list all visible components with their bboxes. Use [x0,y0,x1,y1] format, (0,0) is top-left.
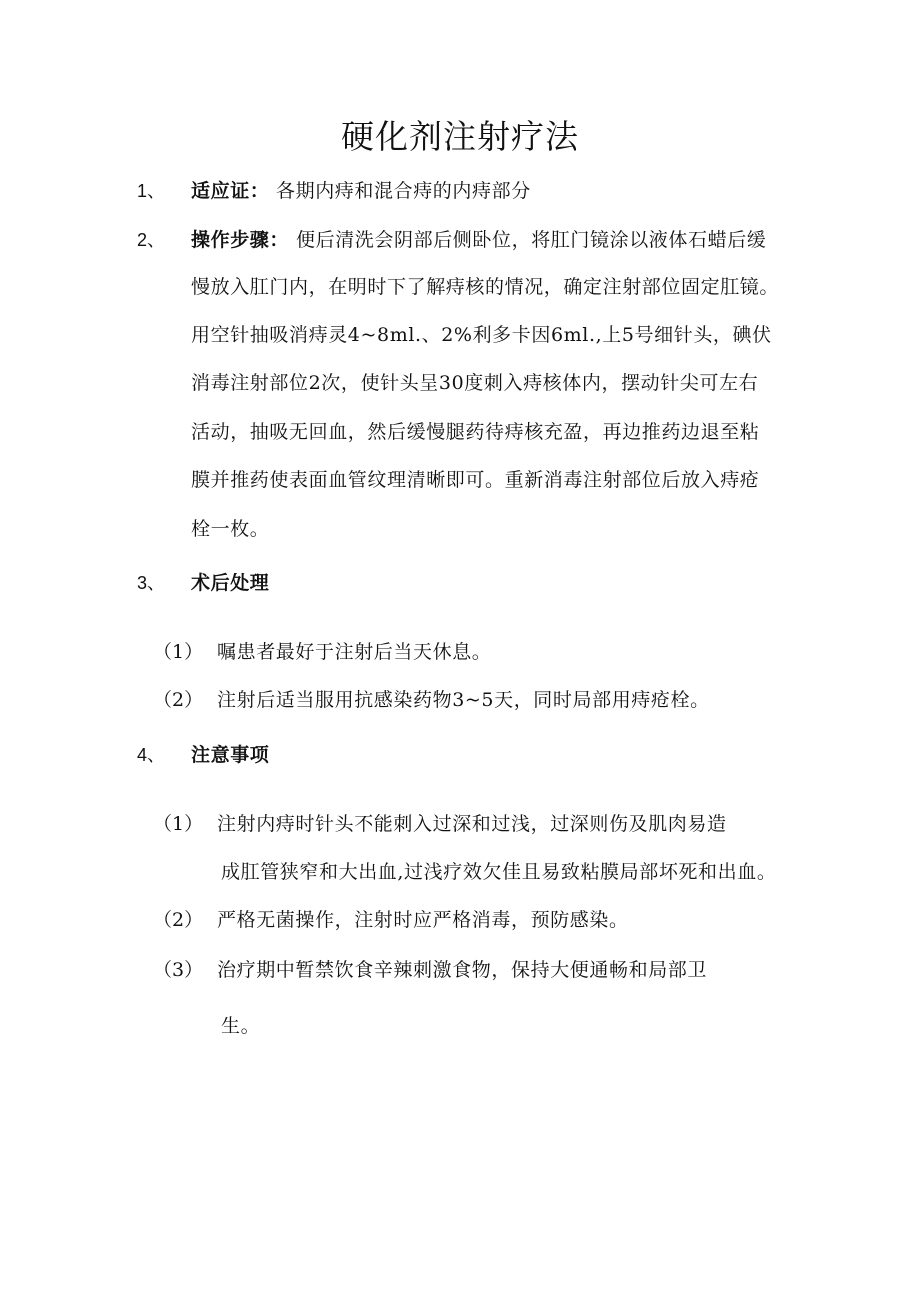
item-text-line: 注射后适当服用抗感染药物3~5天，同时局部用痔疮栓。 [217,689,710,711]
item-text-line: 成肛管狭窄和大出血,过浅疗效欠佳且易致粘膜局部坏死和出血。 [221,861,777,883]
item-text-line: 生。 [221,1015,261,1037]
item-number: （1） [153,641,204,663]
section-text-line: 各期内痔和混合痔的内痔部分 [276,180,531,202]
item-text-line: 严格无菌操作，注射时应严格消毒，预防感染。 [217,909,629,931]
section-heading: 操作步骤： [191,229,290,251]
item-number: （1） [153,813,204,835]
section-text-line: 栓一枚。 [191,518,270,540]
section-heading: 注意事项 [191,744,270,766]
section-number: 4、 [137,745,166,765]
item-text-line: 治疗期中暂禁饮食辛辣刺激食物，保持大便通畅和局部卫 [217,959,708,981]
section-number: 1、 [137,181,166,201]
section-text-line: 膜并推药使表面血管纹理清晰即可。重新消毒注射部位后放入痔疮 [191,469,760,491]
item-number: （2） [153,689,204,711]
item-text-line: 嘱患者最好于注射后当天休息。 [217,641,492,663]
section-text-line: 慢放入肛门内，在明时下了解痔核的情况，确定注射部位固定肛镜。 [191,276,780,298]
section-number: 2、 [137,230,166,250]
item-number: （3） [153,959,204,981]
section-heading: 术后处理 [191,572,270,594]
section-text-line: 活动，抽吸无回血，然后缓慢腿药待痔核充盈，再边推药边退至粘 [191,421,760,443]
item-number: （2） [153,909,204,931]
section-heading: 适应证： [191,180,270,202]
section-text-line: 用空针抽吸消痔灵4~8ml.、2%利多卡因6ml.,上5号细针头，碘伏 [191,324,772,346]
section-text-line: 消毒注射部位2次，使针头呈30度刺入痔核体内，摆动针尖可左右 [191,372,759,394]
section-number: 3、 [137,573,166,593]
page-title: 硬化剂注射疗法 [341,117,579,156]
section-text-line: 便后清洗会阴部后侧卧位，将肛门镜涂以液体石蜡后缓 [296,229,767,251]
item-text-line: 注射内痔时针头不能刺入过深和过浅，过深则伤及肌肉易造 [217,813,727,835]
